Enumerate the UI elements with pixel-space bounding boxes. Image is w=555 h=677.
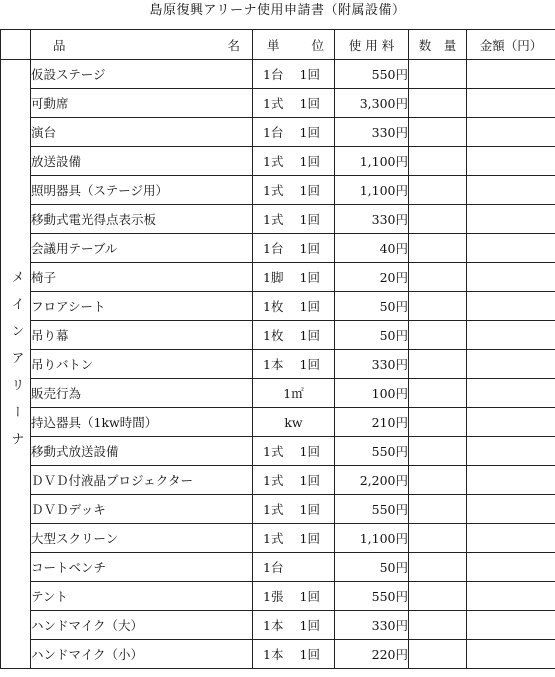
equipment-table [0, 29, 555, 669]
quantity-field[interactable] [409, 147, 467, 176]
item-fee: 1,100円 [335, 176, 409, 205]
item-unit-count: 1脚 [263, 270, 284, 285]
item-fee: 220円 [335, 640, 409, 669]
item-unit-per: 1回 [299, 444, 320, 459]
item-name: 大型スクリーン [31, 524, 253, 553]
table-row [1, 495, 555, 524]
item-unit [253, 118, 335, 147]
item-unit-count: 1式 [263, 183, 284, 198]
item-name: フロアシート [31, 292, 253, 321]
amount-field[interactable] [467, 524, 555, 553]
item-name: 吊りバトン [31, 350, 253, 379]
item-unit [253, 437, 335, 466]
item-unit-per: 1回 [299, 299, 320, 314]
item-unit [253, 379, 335, 408]
item-unit-per: 1回 [299, 67, 320, 82]
item-name: ＤＶＤデッキ [31, 495, 253, 524]
amount-field[interactable] [467, 321, 555, 350]
table-row [1, 640, 555, 669]
table-row [1, 147, 555, 176]
table-row [1, 292, 555, 321]
item-unit-count: 1式 [263, 444, 284, 459]
amount-field[interactable] [467, 205, 555, 234]
amount-field[interactable] [467, 60, 555, 89]
item-unit [253, 466, 335, 495]
item-unit-per: 1回 [299, 531, 320, 546]
item-unit [253, 147, 335, 176]
item-unit-count: 1台 [263, 241, 284, 256]
table-row [1, 205, 555, 234]
item-unit-count: 1本 [263, 618, 284, 633]
amount-field[interactable] [467, 350, 555, 379]
item-unit-count: 1台 [263, 125, 284, 140]
item-unit-label: kw [284, 414, 303, 430]
item-fee: 3,300円 [335, 89, 409, 118]
table-row [1, 466, 555, 495]
amount-field[interactable] [467, 408, 555, 437]
item-fee: 50円 [335, 321, 409, 350]
amount-field[interactable] [467, 176, 555, 205]
item-unit-count: 1枚 [263, 328, 284, 343]
quantity-field[interactable] [409, 60, 467, 89]
table-row [1, 89, 555, 118]
header-unit [253, 30, 335, 60]
item-name: 演台 [31, 118, 253, 147]
item-unit [253, 263, 335, 292]
item-name: 販売行為 [31, 379, 253, 408]
header-item-name-char-2: 名 [227, 37, 240, 53]
table-row [1, 350, 555, 379]
quantity-field[interactable] [409, 321, 467, 350]
amount-field[interactable] [467, 437, 555, 466]
quantity-field[interactable] [409, 408, 467, 437]
item-fee: 1,100円 [335, 147, 409, 176]
item-fee: 330円 [335, 205, 409, 234]
amount-field[interactable] [467, 640, 555, 669]
item-unit-per: 1回 [299, 183, 320, 198]
quantity-field[interactable] [409, 437, 467, 466]
item-unit-count: 1台 [263, 67, 284, 82]
item-unit-per: 1回 [299, 647, 320, 662]
item-unit-count: 1式 [263, 473, 284, 488]
item-unit [253, 321, 335, 350]
item-unit [253, 234, 335, 263]
item-name: 吊り幕 [31, 321, 253, 350]
item-unit [253, 176, 335, 205]
item-unit-per: 1回 [299, 270, 320, 285]
item-fee: 550円 [335, 495, 409, 524]
item-name: ハンドマイク（大） [31, 611, 253, 640]
item-name: テント [31, 582, 253, 611]
item-name: 移動式電光得点表示板 [31, 205, 253, 234]
header-unit-char-2: 位 [311, 37, 324, 53]
item-fee: 100円 [335, 379, 409, 408]
item-fee: 330円 [335, 118, 409, 147]
table-row [1, 60, 555, 89]
item-unit-count: 1式 [263, 96, 284, 111]
item-unit-per: 1回 [299, 618, 320, 633]
header-fee: 使 用 料 [335, 30, 409, 60]
amount-field[interactable] [467, 495, 555, 524]
amount-field[interactable] [467, 234, 555, 263]
quantity-field[interactable] [409, 118, 467, 147]
item-unit-per: 1回 [299, 212, 320, 227]
header-item-name-char-1: 品 [53, 37, 66, 53]
amount-field[interactable] [467, 553, 555, 582]
amount-field[interactable] [467, 611, 555, 640]
item-name: ＤＶＤ付液晶プロジェクター [31, 466, 253, 495]
item-unit [253, 553, 335, 582]
item-unit [253, 640, 335, 669]
item-unit-per: 1回 [299, 473, 320, 488]
item-fee: 330円 [335, 350, 409, 379]
quantity-field[interactable] [409, 89, 467, 118]
item-unit-count: 1枚 [263, 299, 284, 314]
quantity-field[interactable] [409, 292, 467, 321]
quantity-field[interactable] [409, 640, 467, 669]
item-name: 仮設ステージ [31, 60, 253, 89]
item-name: 会議用テーブル [31, 234, 253, 263]
item-unit-per: 1回 [299, 328, 320, 343]
item-name: 持込器具（1kw時間） [31, 408, 253, 437]
item-name: 放送設備 [31, 147, 253, 176]
item-fee: 2,200円 [335, 466, 409, 495]
item-fee: 40円 [335, 234, 409, 263]
item-fee: 20円 [335, 263, 409, 292]
item-fee: 550円 [335, 437, 409, 466]
item-name: ハンドマイク（小） [31, 640, 253, 669]
quantity-field[interactable] [409, 611, 467, 640]
item-unit-per: 1回 [299, 357, 320, 372]
item-unit [253, 205, 335, 234]
quantity-field[interactable] [409, 379, 467, 408]
amount-field[interactable] [467, 379, 555, 408]
amount-field[interactable] [467, 582, 555, 611]
table-row [1, 611, 555, 640]
item-name: 椅子 [31, 263, 253, 292]
item-fee: 50円 [335, 292, 409, 321]
amount-field[interactable] [467, 292, 555, 321]
table-row [1, 524, 555, 553]
section-label-cell [1, 60, 31, 669]
table-body [1, 60, 555, 669]
header-item-name [31, 30, 253, 60]
item-unit [253, 350, 335, 379]
table-row [1, 379, 555, 408]
item-name: コートベンチ [31, 553, 253, 582]
item-unit-per: 1回 [299, 96, 320, 111]
header-blank [1, 30, 31, 60]
quantity-field[interactable] [409, 553, 467, 582]
table-row [1, 234, 555, 263]
item-unit-count: 1式 [263, 212, 284, 227]
item-unit [253, 60, 335, 89]
item-name: 照明器具（ステージ用） [31, 176, 253, 205]
item-fee: 210円 [335, 408, 409, 437]
quantity-field[interactable] [409, 176, 467, 205]
item-unit-per: 1回 [299, 589, 320, 604]
quantity-field[interactable] [409, 582, 467, 611]
table-row [1, 553, 555, 582]
item-unit-count: 1張 [263, 589, 284, 604]
item-unit-count: 1式 [263, 502, 284, 517]
item-name: 移動式放送設備 [31, 437, 253, 466]
item-name: 可動席 [31, 89, 253, 118]
table-row [1, 118, 555, 147]
page-title: 島原復興アリーナ使用申請書（附属設備） [149, 3, 406, 18]
table-row [1, 582, 555, 611]
amount-field[interactable] [467, 147, 555, 176]
item-fee: 550円 [335, 582, 409, 611]
quantity-field[interactable] [409, 466, 467, 495]
item-fee: 50円 [335, 553, 409, 582]
quantity-field[interactable] [409, 350, 467, 379]
table-row [1, 263, 555, 292]
quantity-field[interactable] [409, 205, 467, 234]
table-row [1, 321, 555, 350]
quantity-field[interactable] [409, 495, 467, 524]
header-unit-char-1: 単 [267, 37, 280, 53]
quantity-field[interactable] [409, 524, 467, 553]
item-unit-count: 1式 [263, 154, 284, 169]
item-unit [253, 89, 335, 118]
item-unit-count: 1本 [263, 357, 284, 372]
amount-field[interactable] [467, 466, 555, 495]
item-unit [253, 495, 335, 524]
header-row [1, 30, 555, 60]
item-unit-count: 1本 [263, 647, 284, 662]
item-fee: 550円 [335, 60, 409, 89]
item-unit-count: 1台 [263, 560, 284, 575]
item-fee: 330円 [335, 611, 409, 640]
item-unit-per: 1回 [299, 502, 320, 517]
quantity-field[interactable] [409, 234, 467, 263]
quantity-field[interactable] [409, 263, 467, 292]
item-unit-label: 1㎡ [283, 386, 304, 401]
item-unit-per: 1回 [299, 241, 320, 256]
table-row [1, 176, 555, 205]
item-unit [253, 611, 335, 640]
item-unit [253, 292, 335, 321]
amount-field[interactable] [467, 89, 555, 118]
amount-field[interactable] [467, 118, 555, 147]
header-amount: 金額（円） [467, 30, 555, 60]
item-unit-count: 1式 [263, 531, 284, 546]
item-unit [253, 524, 335, 553]
section-label: メインアリーナ [8, 269, 24, 459]
table-row [1, 408, 555, 437]
item-fee: 1,100円 [335, 524, 409, 553]
amount-field[interactable] [467, 263, 555, 292]
header-quantity: 数 量 [409, 30, 467, 60]
item-unit [253, 408, 335, 437]
table-row [1, 437, 555, 466]
item-unit-per: 1回 [299, 125, 320, 140]
item-unit [253, 582, 335, 611]
item-unit-per: 1回 [299, 154, 320, 169]
